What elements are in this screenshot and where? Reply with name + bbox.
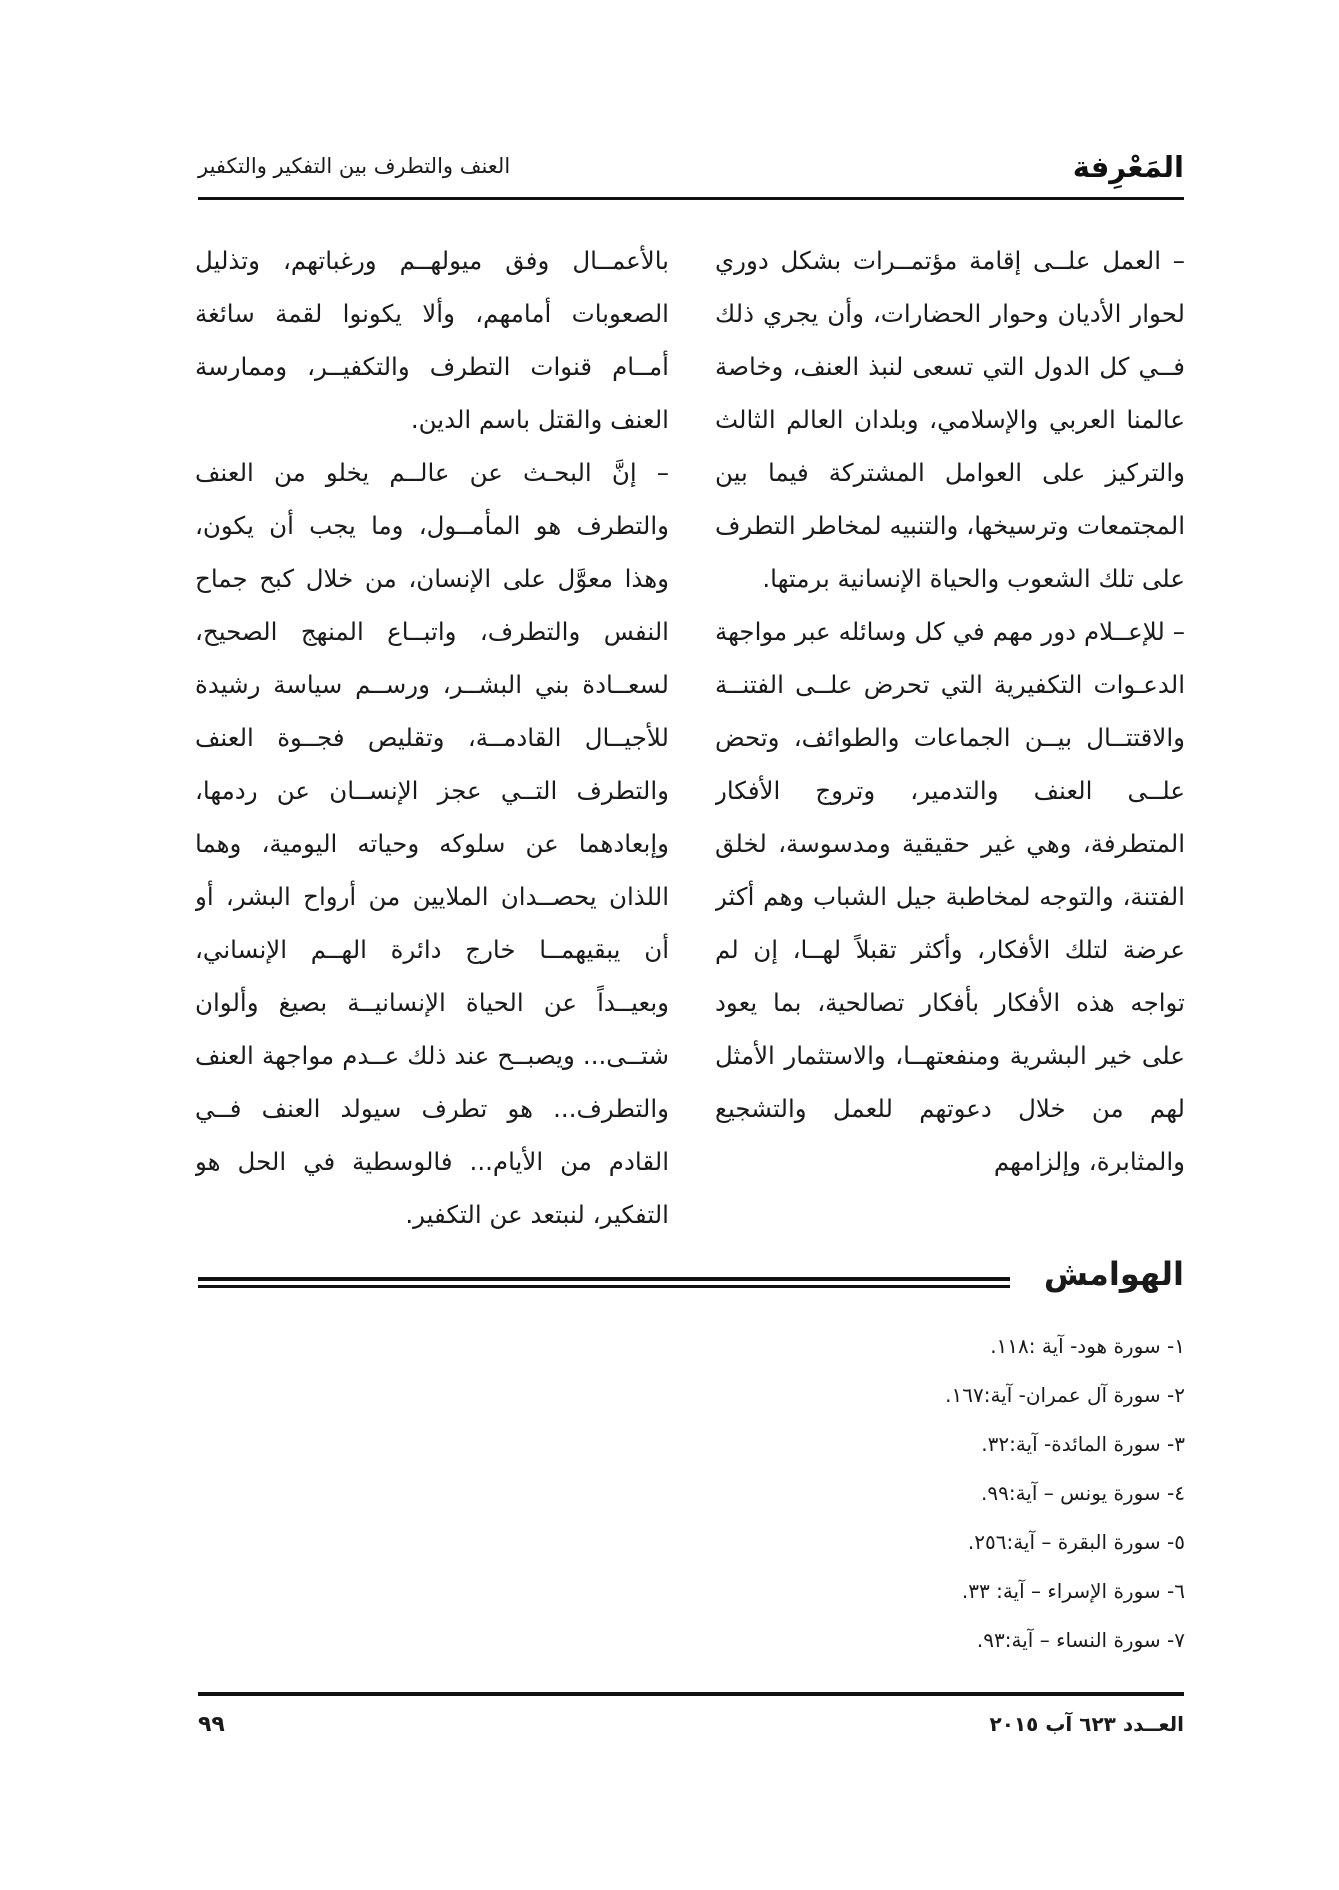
footnote-item: ٣- سورة المائدة- آية:٣٢. [981,1432,1185,1456]
issue-info: العــدد ٦٢٣ آب ٢٠١٥ [989,1712,1184,1736]
paragraph: بالأعمــال وفق ميولهــم ورغباتهم، وتذليل الصعوبات أمامهم، وألا يكونوا لقمة سائغة أمــام قنوات التطرف والتكفيــر، وممارسة العنف والقتل باسم الدين. [195,246,669,434]
right-text-column [715,234,1185,1254]
footnote-item: ٥- سورة البقرة – آية:٢٥٦. [967,1530,1185,1554]
page-header [198,150,1184,190]
left-text-column [195,234,669,1254]
page-footer [198,1712,1184,1748]
magazine-logo: المَعْرِفة [1072,150,1184,184]
footnotes-divider [198,1277,1010,1288]
footnote-item: ٧- سورة النساء – آية:٩٣. [976,1628,1185,1652]
footnote-item: ٦- سورة الإسراء – آية: ٣٣. [961,1579,1185,1603]
footnotes-heading-row [198,1255,1184,1309]
header-divider [198,197,1184,200]
paragraph: – إنَّ البحـث عن عالــم يخلو من العنف والتطرف هو المأمــول، وما يجب أن يكون، وهذا معوَّل على الإنسان، من خلال كبح جماح النفس والتطرف، واتبــاع المنهج الصحيح، لسعــادة بني البشــر، ورســم سياسة رشيدة للأجيــال القادمــة، وتقليص فجــوة العنف والتطرف التــي عجز الإنســان عن ردمها، وإبعادهما عن سلوكه وحياته اليومية، وهما اللذان يحصــدان الملايين من أرواح البشر، أو أن يبقيهمــا خارج دائرة الهــم الإنساني، وبعيــداً عن الحياة الإنسانيــة بصيغ وألوان شتــى... ويصبــح عند ذلك عــدم مواجهة العنف والتطرف... هو تطرف سيولد العنف فــي القادم من الأيام... فالوسطية في الحل هو التفكير، لنبتعد عن التكفير. [195,458,669,1229]
paragraph: – العمل علــى إقامة مؤتمــرات بشكل دوري لحوار الأديان وحوار الحضارات، وأن يجري ذلك فــي كل الدول التي تسعى لنبذ العنف، وخاصة عالمنا العربي والإسلامي، وبلدان العالم الثالث والتركيز على العوامل المشتركة فيما بين المجتمعات وترسيخها، والتنبيه لمخاطر التطرف على تلك الشعوب والحياة الإنسانية برمتها. [715,246,1185,593]
page-number: ٩٩ [198,1712,225,1737]
paragraph: – للإعــلام دور مهم في كل وسائله عبر مواجهة الدعـوات التكفيرية التي تحرض علــى الفتنــة والاقتتــال بيــن الجماعات والطوائف، وتحض علــى العنف والتدمير، وتروج الأفكار المتطرفة، وهي غير حقيقية ومدسوسة، لخلق الفتنة، والتوجه لمخاطبة جيل الشباب وهم أكثر عرضة لتلك الأفكار، وأكثر تقبلاً لهــا، إن لم تواجه هذه الأفكار بأفكار تصالحية، بما يعود على خير البشرية ومنفعتهــا، والاستثمار الأمثل لهم من خلال دعوتهم للعمل والتشجيع والمثابرة، وإلزامهم [715,617,1185,1176]
footnote-item: ٢- سورة آل عمران- آية:١٦٧. [945,1383,1185,1407]
footnotes-list [585,1322,1185,1665]
footnotes-heading: الهوامش [1043,1255,1184,1293]
footnote-item: ٤- سورة يونس – آية:٩٩. [980,1481,1185,1505]
footnote-item: ١- سورة هود- آية :١١٨. [990,1334,1185,1358]
footer-divider [198,1692,1184,1696]
article-title: العنف والتطرف بين التفكير والتكفير [198,154,511,178]
